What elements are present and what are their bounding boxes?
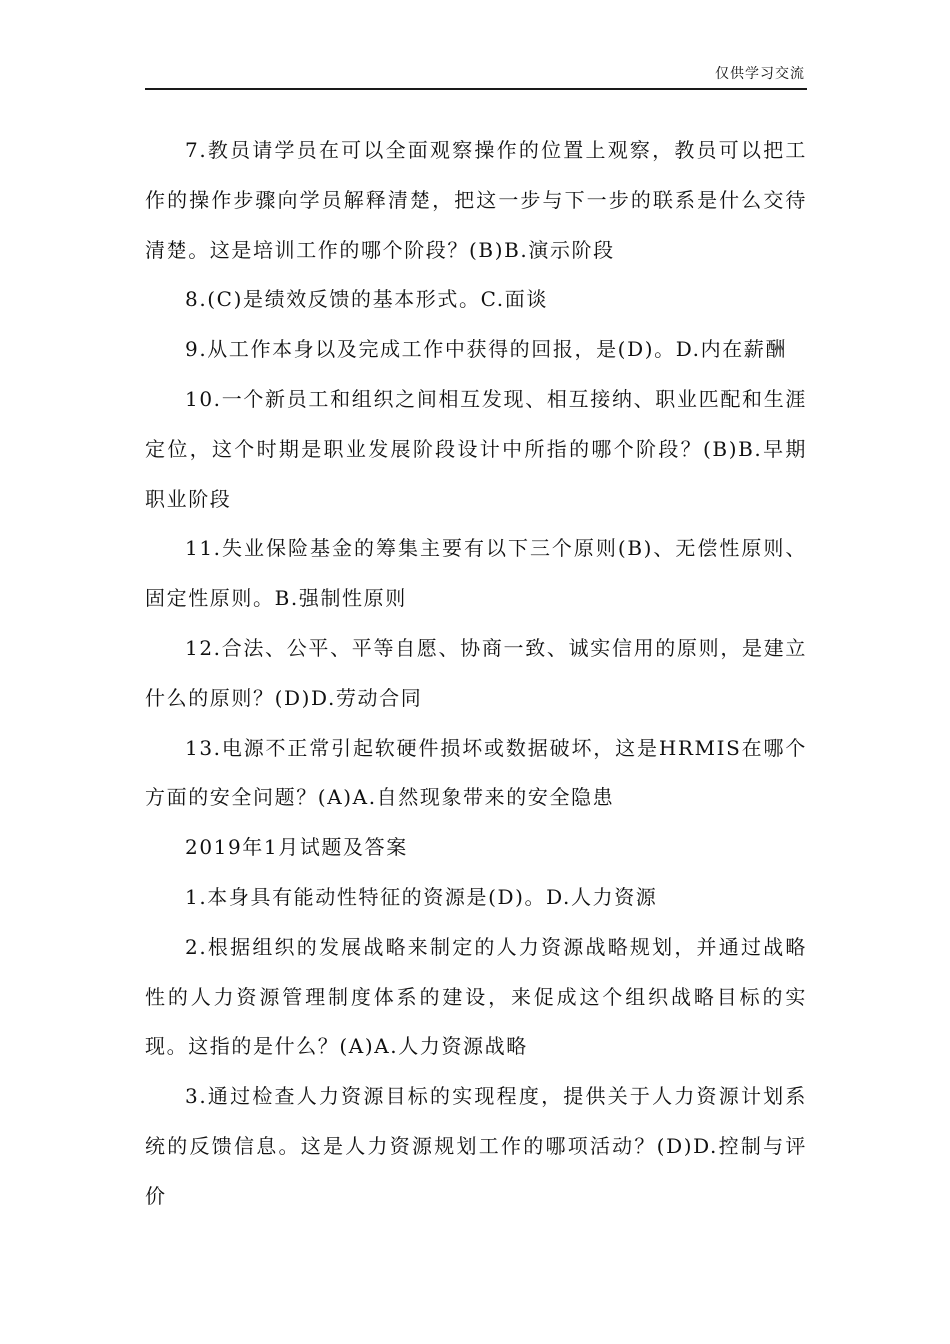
section-heading-2019-jan: 2019年1月试题及答案 xyxy=(185,835,408,860)
document-body xyxy=(145,126,807,1222)
paragraph-q7: 7.教员请学员在可以全面观察操作的位置上观察，教员可以把工作的操作步骤向学员解释清楚，把这一步与下一步的联系是什么交待清楚。这是培训工作的哪个阶段？(B)B.演示阶段 xyxy=(145,138,807,262)
paragraph-q9: 9.从工作本身以及完成工作中获得的回报，是(D)。D.内在薪酬 xyxy=(185,337,788,362)
paragraph-2019-q2: 2.根据组织的发展战略来制定的人力资源战略规划，并通过战略性的人力资源管理制度体系的建设，来促成这个组织战略目标的实现。这指的是什么？(A)A.人力资源战略 xyxy=(145,934,807,1059)
paragraph-q11: 11.失业保险基金的筹集主要有以下三个原则(B)、无偿性原则、固定性原则。B.强制性原则 xyxy=(145,536,807,611)
paragraph-q13: 13.电源不正常引起软硬件损坏或数据破坏，这是HRMIS在哪个方面的安全问题？(A)A.自然现象带来的安全隐患 xyxy=(145,735,807,810)
paragraph-q12: 12.合法、公平、平等自愿、协商一致、诚实信用的原则，是建立什么的原则？(D)D.劳动合同 xyxy=(145,635,807,710)
paragraph-q10: 10.一个新员工和组织之间相互发现、相互接纳、职业匹配和生涯定位，这个时期是职业发展阶段设计中所指的哪个阶段？(B)B.早期职业阶段 xyxy=(145,386,807,511)
paragraph-2019-q1: 1.本身具有能动性特征的资源是(D)。D.人力资源 xyxy=(185,884,658,909)
header-label: 仅供学习交流 xyxy=(715,66,805,82)
paragraph-2019-q3: 3.通过检查人力资源目标的实现程度，提供关于人力资源计划系统的反馈信息。这是人力资源规划工作的哪项活动？(D)D.控制与评价 xyxy=(145,1084,807,1208)
page-header xyxy=(145,66,807,90)
paragraph-q8: 8.(C)是绩效反馈的基本形式。C.面谈 xyxy=(185,287,548,312)
